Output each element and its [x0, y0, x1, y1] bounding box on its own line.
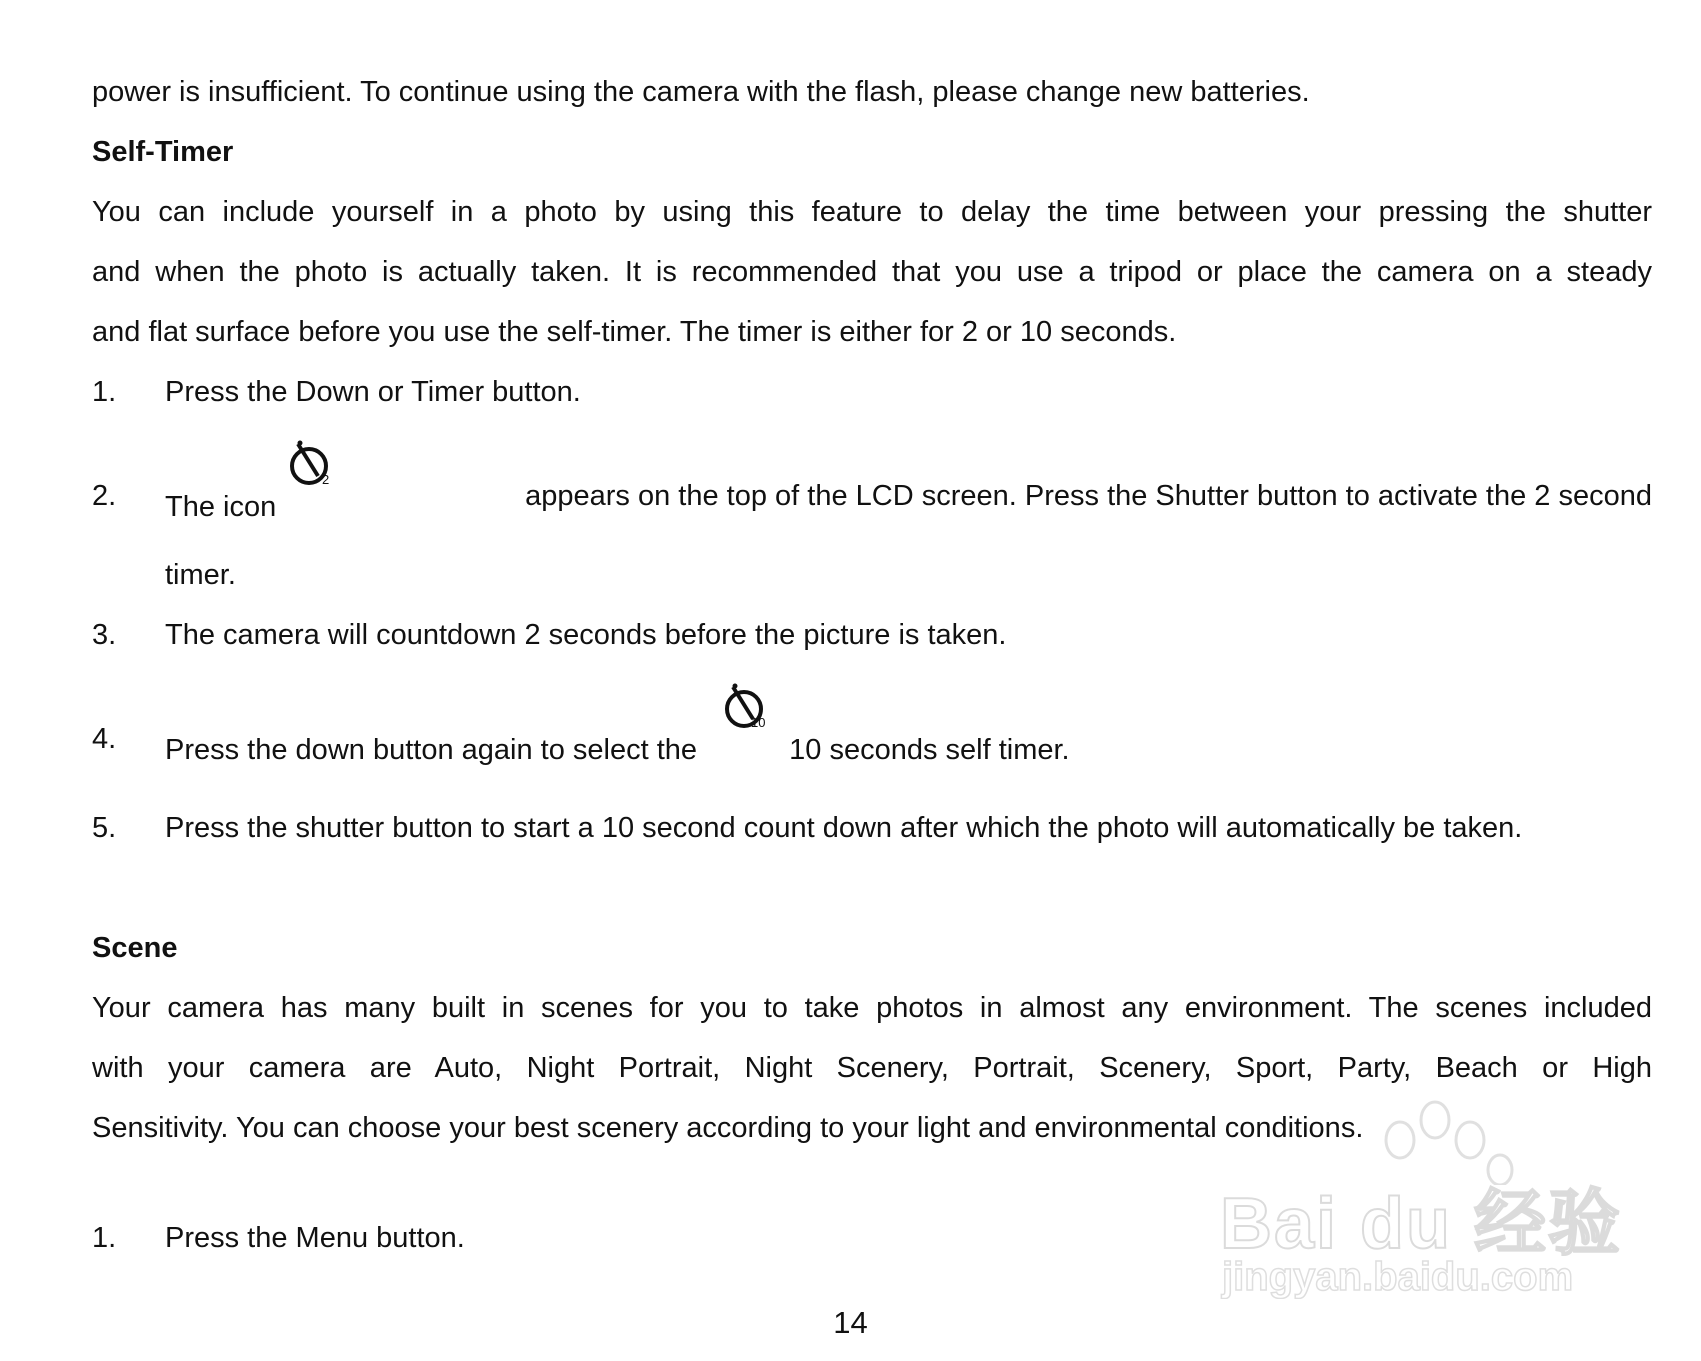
step-number: 4. — [92, 723, 117, 755]
step-text-before: Press the down button again to select the — [165, 734, 698, 766]
watermark-logo: Bai du 经验 — [1220, 1184, 1623, 1264]
step-text — [165, 466, 1652, 537]
paragraph-line: Your camera has many built in scenes for you to take photos in almost any environment. The scenes included — [92, 992, 1652, 1024]
step-text — [165, 709, 1652, 780]
paragraph-line: and when the photo is actually taken. It is recommended that you use a tripod or place the camera on a steady — [92, 256, 1652, 288]
step-number: 2. — [92, 480, 117, 512]
step-number: 5. — [92, 812, 117, 844]
baidu-watermark — [1210, 1095, 1630, 1305]
step-text-after: 10 seconds self timer. — [789, 734, 1070, 766]
scene-heading: Scene — [92, 932, 178, 964]
svg-text:10: 10 — [751, 715, 766, 730]
self-timer-2s-icon — [284, 466, 338, 520]
intro-line: power is insufficient. To continue using the camera with the flash, please change new batteries. — [92, 76, 1310, 108]
step-text: Press the Down or Timer button. — [165, 376, 581, 408]
list-item — [92, 466, 1652, 537]
page-number: 14 — [833, 1305, 868, 1340]
list-item — [92, 709, 1652, 780]
step-number: 1. — [92, 376, 117, 408]
step-text-before: The icon — [165, 491, 277, 523]
step-text: Press the shutter button to start a 10 second count down after which the photo will automatically be taken. — [165, 812, 1523, 844]
step-text: The camera will countdown 2 seconds before the picture is taken. — [165, 619, 1007, 651]
step-text: timer. — [165, 559, 236, 591]
list-item — [92, 605, 1652, 665]
list-item — [92, 798, 1652, 858]
step-number: 3. — [92, 619, 117, 651]
paragraph-line: Sensitivity. You can choose your best scenery according to your light and environmental conditions. — [92, 1112, 1364, 1144]
step-text: Press the Menu button. — [165, 1222, 465, 1254]
self-timer-description — [92, 182, 1652, 362]
paragraph-line: and flat surface before you use the self-timer. The timer is either for 2 or 10 seconds. — [92, 316, 1177, 348]
watermark-url: jingyan.baidu.com — [1222, 1255, 1574, 1299]
self-timer-heading: Self-Timer — [92, 136, 234, 168]
step-text-after: appears on the top of the LCD screen. Press the Shutter button to activate the 2 second — [525, 480, 1652, 512]
svg-text:2: 2 — [322, 472, 330, 487]
paragraph-line: You can include yourself in a photo by using this feature to delay the time between your pressing the shutter — [92, 196, 1652, 228]
step-number: 1. — [92, 1222, 117, 1254]
self-timer-10s-icon — [719, 709, 773, 763]
paragraph-line: with your camera are Auto, Night Portrait, Night Scenery, Portrait, Scenery, Sport, Party, Beach or High — [92, 1052, 1652, 1084]
list-item-continuation — [92, 545, 1652, 605]
list-item — [92, 362, 1652, 422]
manual-page — [92, 62, 1652, 1268]
